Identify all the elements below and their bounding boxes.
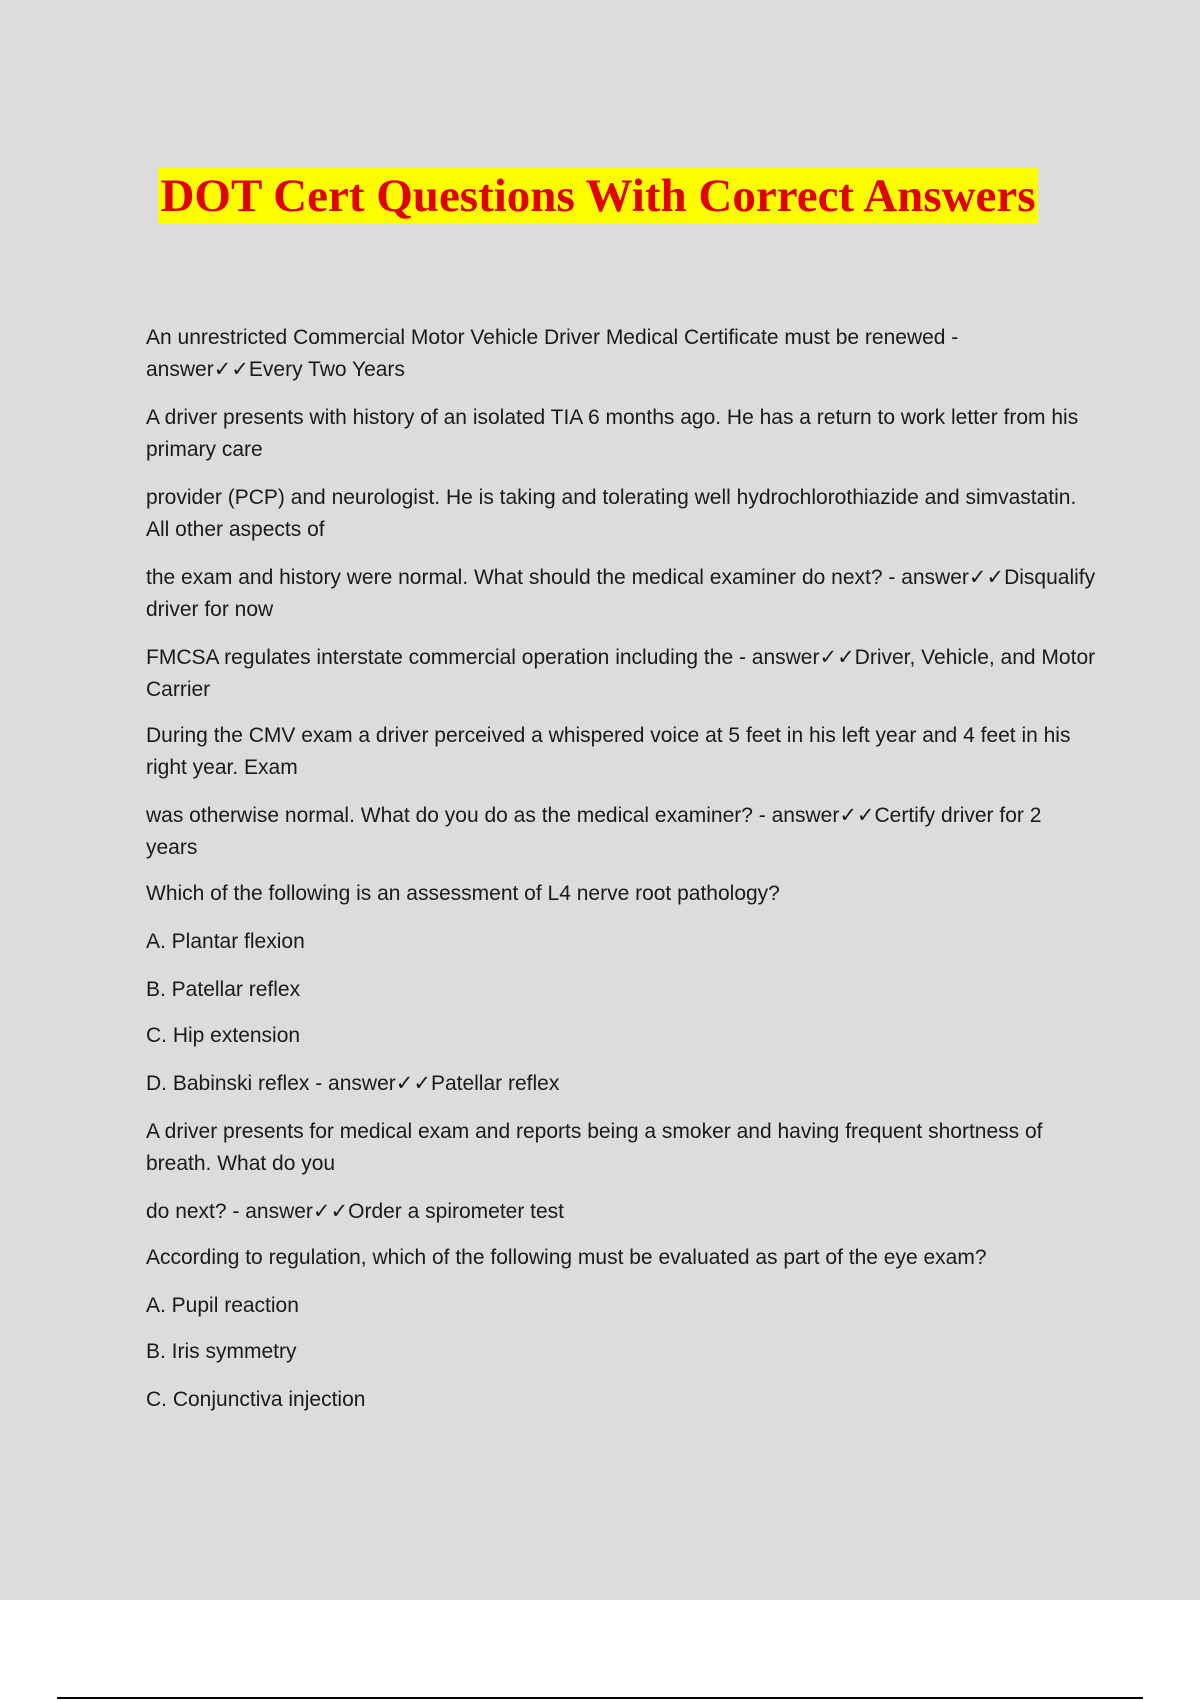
answer-option: B. Patellar reflex: [146, 978, 301, 1001]
paragraph: was otherwise normal. What do you do as the medical examiner? - answer✓✓Certify driver for 2 years: [146, 804, 1042, 859]
answer-option: D. Babinski reflex - answer✓✓Patellar reflex: [146, 1072, 560, 1095]
answer-option: C. Hip extension: [146, 1024, 301, 1047]
paragraph: the exam and history were normal. What should the medical examiner do next? - answer✓✓Disqualify driver for now: [146, 566, 1096, 621]
answer-option: C. Conjunctiva injection: [146, 1388, 366, 1411]
paragraph: An unrestricted Commercial Motor Vehicle Driver Medical Certificate must be renewed - answer✓✓Every Two Years: [146, 326, 959, 381]
paragraph: do next? - answer✓✓Order a spirometer test: [146, 1200, 565, 1223]
paragraph: During the CMV exam a driver perceived a whispered voice at 5 feet in his left year and 4 feet in his right year. Exam: [146, 724, 1071, 779]
paragraph: Which of the following is an assessment of L4 nerve root pathology?: [146, 882, 780, 905]
paragraph: provider (PCP) and neurologist. He is taking and tolerating well hydrochlorothiazide and simvastatin. All other aspects of: [146, 486, 1077, 541]
paragraph: A driver presents for medical exam and reports being a smoker and having frequent shortness of breath. What do you: [146, 1120, 1043, 1175]
paragraph: FMCSA regulates interstate commercial operation including the - answer✓✓Driver, Vehicle, and Motor Carrier: [146, 646, 1096, 701]
paragraph: According to regulation, which of the following must be evaluated as part of the eye exam?: [146, 1246, 987, 1269]
answer-option: A. Plantar flexion: [146, 930, 305, 953]
answer-option: A. Pupil reaction: [146, 1294, 299, 1317]
answer-option: B. Iris symmetry: [146, 1340, 297, 1363]
document-title: DOT Cert Questions With Correct Answers: [160, 170, 1036, 222]
document-body: [146, 322, 1096, 1432]
footer-divider: [57, 1697, 1143, 1699]
title-container: [0, 168, 1200, 224]
paragraph: A driver presents with history of an isolated TIA 6 months ago. He has a return to work letter from his primary care: [146, 406, 1079, 461]
